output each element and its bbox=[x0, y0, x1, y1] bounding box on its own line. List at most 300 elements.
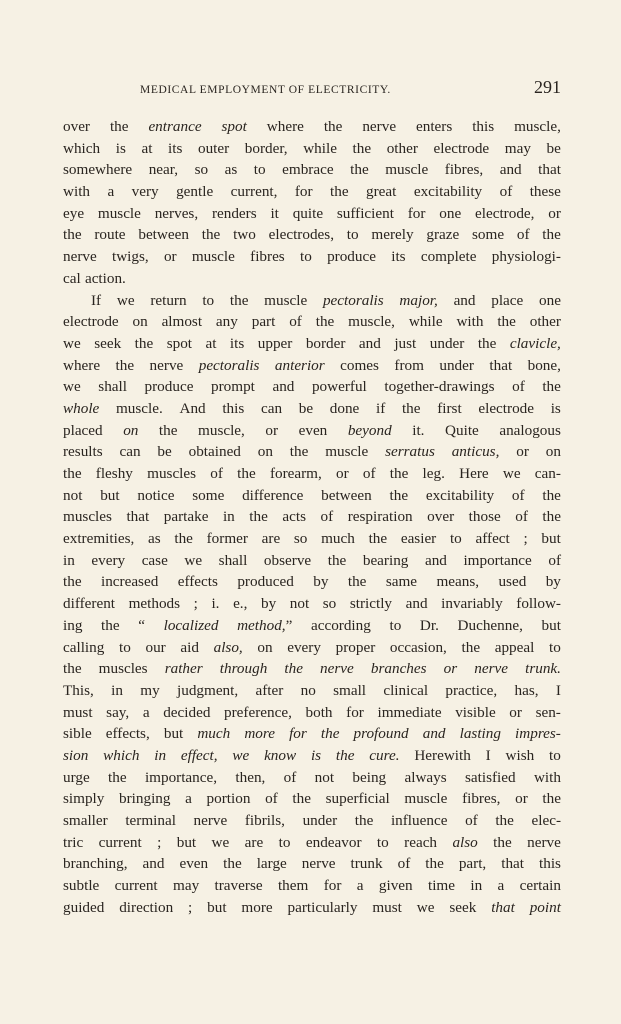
word: some bbox=[192, 486, 225, 504]
word: importance, bbox=[144, 768, 218, 786]
word: the bbox=[315, 313, 335, 331]
word: we bbox=[63, 334, 81, 352]
word: simply bbox=[63, 790, 105, 808]
word: of bbox=[511, 486, 525, 504]
word: so bbox=[322, 595, 337, 613]
word: muscle, bbox=[348, 313, 395, 331]
word: powerful bbox=[311, 378, 367, 396]
text-line bbox=[63, 116, 561, 138]
word: the bbox=[249, 508, 268, 526]
word: we bbox=[502, 465, 521, 482]
word: the bbox=[63, 660, 82, 678]
word: from bbox=[394, 356, 424, 374]
word: much bbox=[197, 725, 231, 743]
word: and bbox=[405, 595, 428, 613]
word: that bbox=[489, 356, 513, 374]
word: always bbox=[404, 768, 447, 786]
word: just bbox=[394, 334, 417, 352]
word: beyond bbox=[347, 421, 392, 439]
word: it bbox=[270, 204, 279, 222]
word: the bbox=[542, 508, 561, 526]
text-line bbox=[63, 203, 561, 225]
word: of bbox=[210, 465, 223, 482]
word: be bbox=[157, 443, 172, 461]
word: the bbox=[115, 356, 135, 374]
word: to bbox=[278, 833, 291, 851]
word: as bbox=[224, 161, 238, 179]
word: cure. bbox=[369, 746, 400, 764]
word: and bbox=[272, 378, 295, 396]
word: of bbox=[465, 812, 478, 829]
word: through bbox=[219, 660, 268, 678]
word: one bbox=[539, 291, 561, 309]
word: muscles bbox=[63, 508, 112, 526]
word: portion bbox=[206, 790, 251, 808]
word: particularly bbox=[287, 898, 358, 916]
word: proper bbox=[335, 638, 376, 656]
word: prompt bbox=[211, 378, 255, 396]
word: almost bbox=[161, 313, 203, 331]
page-header bbox=[140, 78, 561, 100]
word: nerve bbox=[149, 356, 184, 374]
word: smaller bbox=[63, 812, 108, 829]
text-line bbox=[63, 528, 561, 550]
text-line bbox=[63, 875, 561, 897]
word: or bbox=[443, 660, 458, 678]
word: follow- bbox=[516, 595, 561, 613]
word: guided bbox=[63, 898, 105, 916]
word: and bbox=[422, 725, 446, 743]
word: muscle bbox=[191, 248, 235, 266]
word: that bbox=[126, 508, 150, 526]
word: so bbox=[293, 530, 308, 548]
word: of bbox=[283, 768, 297, 786]
word: placed bbox=[63, 421, 103, 439]
text-line bbox=[63, 506, 561, 528]
word: I bbox=[555, 681, 561, 699]
word: in bbox=[222, 508, 235, 526]
word: anticus, bbox=[451, 443, 500, 461]
word: being bbox=[352, 768, 387, 786]
word: leg. bbox=[422, 465, 445, 482]
word: certain bbox=[519, 877, 561, 895]
word: forearm, bbox=[269, 465, 322, 482]
word: of bbox=[397, 855, 411, 873]
word: the bbox=[495, 812, 514, 829]
word: can bbox=[260, 399, 283, 417]
word: for bbox=[346, 703, 364, 721]
word: the bbox=[401, 399, 421, 417]
word: nerve bbox=[362, 118, 397, 135]
word: also, bbox=[213, 638, 243, 656]
word: so bbox=[194, 161, 209, 179]
word: current, bbox=[230, 183, 278, 201]
text-line bbox=[63, 571, 561, 593]
word: the bbox=[350, 161, 369, 179]
word: complete bbox=[420, 248, 477, 266]
text-line bbox=[63, 658, 561, 680]
word: Here bbox=[459, 465, 489, 482]
word: method,” bbox=[237, 616, 293, 634]
word: any bbox=[215, 313, 238, 331]
word: nerve bbox=[474, 660, 508, 678]
word: over bbox=[63, 118, 90, 135]
word: a bbox=[497, 877, 505, 895]
word: bearing bbox=[362, 551, 409, 569]
word: action. bbox=[84, 269, 126, 287]
word: shall bbox=[98, 378, 127, 396]
word: excitability bbox=[413, 183, 483, 201]
word: the bbox=[542, 378, 561, 396]
word: occasion, bbox=[389, 638, 447, 656]
word: effect, bbox=[180, 746, 218, 764]
word: in bbox=[154, 746, 167, 764]
word: but bbox=[541, 530, 561, 548]
word: muscle bbox=[385, 161, 429, 179]
text-line bbox=[63, 680, 561, 702]
word: localized bbox=[163, 616, 219, 634]
word: fibrils, bbox=[244, 812, 285, 829]
word: to bbox=[346, 226, 359, 244]
word: Quite bbox=[445, 421, 479, 439]
word: graze bbox=[426, 226, 460, 244]
word: the bbox=[223, 855, 242, 873]
word: extremities, bbox=[63, 530, 135, 548]
word: then, bbox=[235, 768, 266, 786]
word: effects bbox=[177, 573, 218, 591]
word: former bbox=[206, 530, 248, 548]
word: the bbox=[542, 486, 561, 504]
word: lasting bbox=[459, 725, 501, 743]
word: urge bbox=[63, 768, 90, 786]
word: a bbox=[185, 790, 192, 808]
word: we bbox=[63, 378, 81, 396]
word: may bbox=[504, 139, 531, 157]
word: under bbox=[439, 356, 474, 374]
word: my bbox=[140, 681, 160, 699]
word: fibres, bbox=[462, 790, 501, 808]
word: this bbox=[222, 399, 245, 417]
word: somewhere bbox=[63, 161, 133, 179]
word: its bbox=[229, 334, 245, 352]
word: clavicle, bbox=[509, 334, 561, 352]
word: two bbox=[233, 226, 256, 244]
word: by bbox=[260, 595, 277, 613]
word: comes bbox=[340, 356, 379, 374]
word: in bbox=[63, 551, 75, 569]
text-line bbox=[63, 398, 561, 420]
word: the bbox=[108, 768, 127, 786]
word: branching, bbox=[63, 855, 128, 873]
word: difference bbox=[242, 486, 304, 504]
word: after bbox=[255, 681, 284, 699]
word: appeal bbox=[494, 638, 535, 656]
word: decided bbox=[163, 703, 211, 721]
word: the bbox=[284, 660, 303, 678]
word: tric bbox=[63, 833, 84, 851]
word: while bbox=[303, 139, 337, 157]
word: current bbox=[98, 833, 142, 851]
text-line bbox=[63, 615, 561, 637]
word: with bbox=[533, 768, 561, 786]
word: point bbox=[529, 898, 561, 916]
word: say, bbox=[106, 703, 130, 721]
word: sufficient bbox=[336, 204, 394, 222]
text-line bbox=[63, 485, 561, 507]
word: large bbox=[256, 855, 287, 873]
word: of bbox=[548, 551, 561, 569]
word: as bbox=[147, 530, 161, 548]
word: rather bbox=[164, 660, 203, 678]
word: upper bbox=[257, 334, 293, 352]
text-line bbox=[63, 268, 561, 290]
word: of bbox=[515, 508, 528, 526]
word: the bbox=[352, 139, 372, 157]
word: which bbox=[63, 139, 101, 157]
word: e., bbox=[233, 595, 248, 613]
word: its bbox=[168, 139, 183, 157]
word: in bbox=[470, 877, 483, 895]
word: fibres, bbox=[444, 161, 484, 179]
word: on bbox=[123, 421, 139, 439]
word: enters bbox=[416, 118, 453, 135]
word: same bbox=[385, 573, 418, 591]
word: pectoralis bbox=[322, 291, 384, 309]
word: nerve bbox=[527, 833, 561, 851]
word: clinical bbox=[383, 681, 429, 699]
word: the bbox=[292, 790, 311, 808]
word: those bbox=[468, 508, 501, 526]
word: the bbox=[109, 118, 129, 135]
text-line bbox=[63, 224, 561, 246]
text-line bbox=[63, 463, 561, 485]
word: endeavor bbox=[305, 833, 362, 851]
word: preference, bbox=[224, 703, 292, 721]
word: results bbox=[63, 443, 103, 461]
text-line bbox=[63, 853, 561, 875]
word: of bbox=[320, 508, 334, 526]
word: a bbox=[142, 703, 150, 721]
word: used bbox=[498, 573, 527, 591]
word: eye bbox=[63, 204, 85, 222]
text-line bbox=[63, 159, 561, 181]
word: together-drawings bbox=[384, 378, 495, 396]
word: merely bbox=[371, 226, 414, 244]
word: judgment, bbox=[177, 681, 239, 699]
word: Duchenne, bbox=[457, 616, 523, 634]
word: nerve bbox=[301, 855, 336, 873]
word: the bbox=[493, 833, 512, 851]
word: of bbox=[362, 465, 376, 482]
word: both bbox=[305, 703, 333, 721]
word: electrodes, bbox=[268, 226, 334, 244]
word: under bbox=[429, 334, 465, 352]
word: the bbox=[174, 530, 193, 548]
word: major, bbox=[399, 291, 438, 309]
word: case bbox=[141, 551, 168, 569]
word: given bbox=[378, 877, 413, 895]
word: its bbox=[391, 248, 406, 266]
word: nerves, bbox=[154, 204, 199, 222]
word: but bbox=[541, 616, 561, 634]
word: muscle. bbox=[115, 399, 163, 417]
text-line bbox=[63, 290, 561, 312]
word: part, bbox=[458, 855, 487, 873]
word: produced bbox=[237, 573, 294, 591]
word: effects, bbox=[105, 725, 150, 743]
word: obtained bbox=[188, 443, 241, 461]
word: Dr. bbox=[419, 616, 439, 634]
word: these bbox=[529, 183, 561, 201]
word: at bbox=[205, 334, 217, 352]
word: and bbox=[499, 161, 522, 179]
word: border bbox=[305, 334, 346, 352]
word: or bbox=[163, 248, 177, 266]
word: visible bbox=[455, 703, 496, 721]
word: shall bbox=[218, 551, 248, 569]
text-line bbox=[63, 745, 561, 767]
word: muscle, bbox=[514, 118, 561, 135]
word: increased bbox=[100, 573, 159, 591]
text-line bbox=[63, 723, 561, 745]
word: electrode bbox=[433, 139, 490, 157]
word: not bbox=[63, 486, 83, 504]
word: no bbox=[300, 681, 316, 699]
word: the bbox=[158, 421, 178, 439]
word: muscle bbox=[404, 790, 448, 808]
word: the bbox=[63, 465, 82, 482]
word: we bbox=[232, 746, 250, 764]
word: time bbox=[427, 877, 455, 895]
word: the bbox=[389, 486, 409, 504]
word: partake bbox=[163, 508, 209, 526]
word: be bbox=[298, 399, 314, 417]
word: strictly bbox=[349, 595, 393, 613]
word: fibres bbox=[250, 248, 285, 266]
word: return bbox=[150, 291, 187, 309]
word: And bbox=[179, 399, 206, 417]
word: with bbox=[63, 183, 91, 201]
word: entrance bbox=[148, 118, 202, 135]
word: to bbox=[299, 248, 312, 266]
word: ; bbox=[157, 833, 162, 851]
text-line bbox=[63, 767, 561, 789]
word: if bbox=[375, 399, 386, 417]
word: respiration bbox=[347, 508, 413, 526]
word: more bbox=[244, 725, 275, 743]
word: This, bbox=[63, 681, 94, 699]
word: we bbox=[416, 898, 435, 916]
word: the bbox=[354, 812, 374, 829]
word: more bbox=[241, 898, 273, 916]
word: affect bbox=[475, 530, 510, 548]
word: muscle bbox=[97, 204, 141, 222]
word: the bbox=[461, 638, 481, 656]
word: our bbox=[145, 638, 166, 656]
word: is bbox=[310, 746, 322, 764]
word: to bbox=[549, 746, 561, 764]
word: spot bbox=[221, 118, 247, 135]
word: know bbox=[264, 746, 297, 764]
word: by bbox=[313, 573, 329, 591]
word: near, bbox=[148, 161, 179, 179]
word: embrace bbox=[282, 161, 334, 179]
word: for bbox=[294, 183, 313, 201]
word: and bbox=[453, 291, 476, 309]
word: aid bbox=[180, 638, 199, 656]
word: under bbox=[302, 812, 338, 829]
word: pectoralis bbox=[198, 356, 260, 374]
word: physiologi- bbox=[491, 248, 561, 266]
word: small bbox=[333, 681, 367, 699]
word: seek bbox=[449, 898, 477, 916]
word: sion bbox=[63, 746, 89, 764]
word: direction bbox=[119, 898, 174, 916]
word: the bbox=[63, 226, 82, 244]
word: to bbox=[118, 638, 131, 656]
word: excitability bbox=[425, 486, 495, 504]
word: satisfied bbox=[465, 768, 516, 786]
word: and bbox=[424, 551, 447, 569]
word: but bbox=[176, 833, 197, 851]
word: the bbox=[497, 313, 516, 331]
word: which bbox=[103, 746, 140, 764]
word: branches bbox=[370, 660, 427, 678]
word: whole bbox=[63, 399, 100, 417]
word: be bbox=[546, 139, 561, 157]
text-line bbox=[63, 420, 561, 442]
word: every bbox=[91, 551, 126, 569]
word: or bbox=[265, 421, 279, 439]
word: sible bbox=[63, 725, 92, 743]
word: nerve bbox=[320, 660, 354, 678]
word: the bbox=[368, 530, 388, 548]
word: calling bbox=[63, 638, 105, 656]
word: them bbox=[277, 877, 309, 895]
word: but bbox=[207, 898, 227, 916]
word: every bbox=[287, 638, 321, 656]
word: nerve bbox=[193, 812, 228, 829]
word: sen- bbox=[535, 703, 561, 721]
text-line bbox=[63, 441, 561, 463]
word: between bbox=[138, 226, 189, 244]
word: is bbox=[550, 399, 561, 417]
word: muscle bbox=[325, 443, 369, 461]
word: anterior bbox=[274, 356, 325, 374]
word: can- bbox=[534, 465, 561, 482]
word: we bbox=[116, 291, 135, 309]
word: practice, bbox=[445, 681, 498, 699]
word: the bbox=[237, 465, 256, 482]
word: methods bbox=[128, 595, 181, 613]
word: a bbox=[107, 183, 115, 201]
word: elec- bbox=[531, 812, 561, 829]
word: gentle bbox=[176, 183, 214, 201]
word: with bbox=[456, 313, 484, 331]
word: great bbox=[366, 183, 397, 201]
text-line bbox=[63, 637, 561, 659]
word: current bbox=[114, 877, 158, 895]
text-line bbox=[63, 181, 561, 203]
word: border, bbox=[244, 139, 288, 157]
word: electrode, bbox=[475, 204, 535, 222]
word: means, bbox=[436, 573, 480, 591]
word: over bbox=[427, 508, 455, 526]
word: to bbox=[376, 833, 389, 851]
text-line bbox=[63, 897, 561, 919]
word: are bbox=[244, 833, 264, 851]
word: the bbox=[63, 573, 82, 591]
